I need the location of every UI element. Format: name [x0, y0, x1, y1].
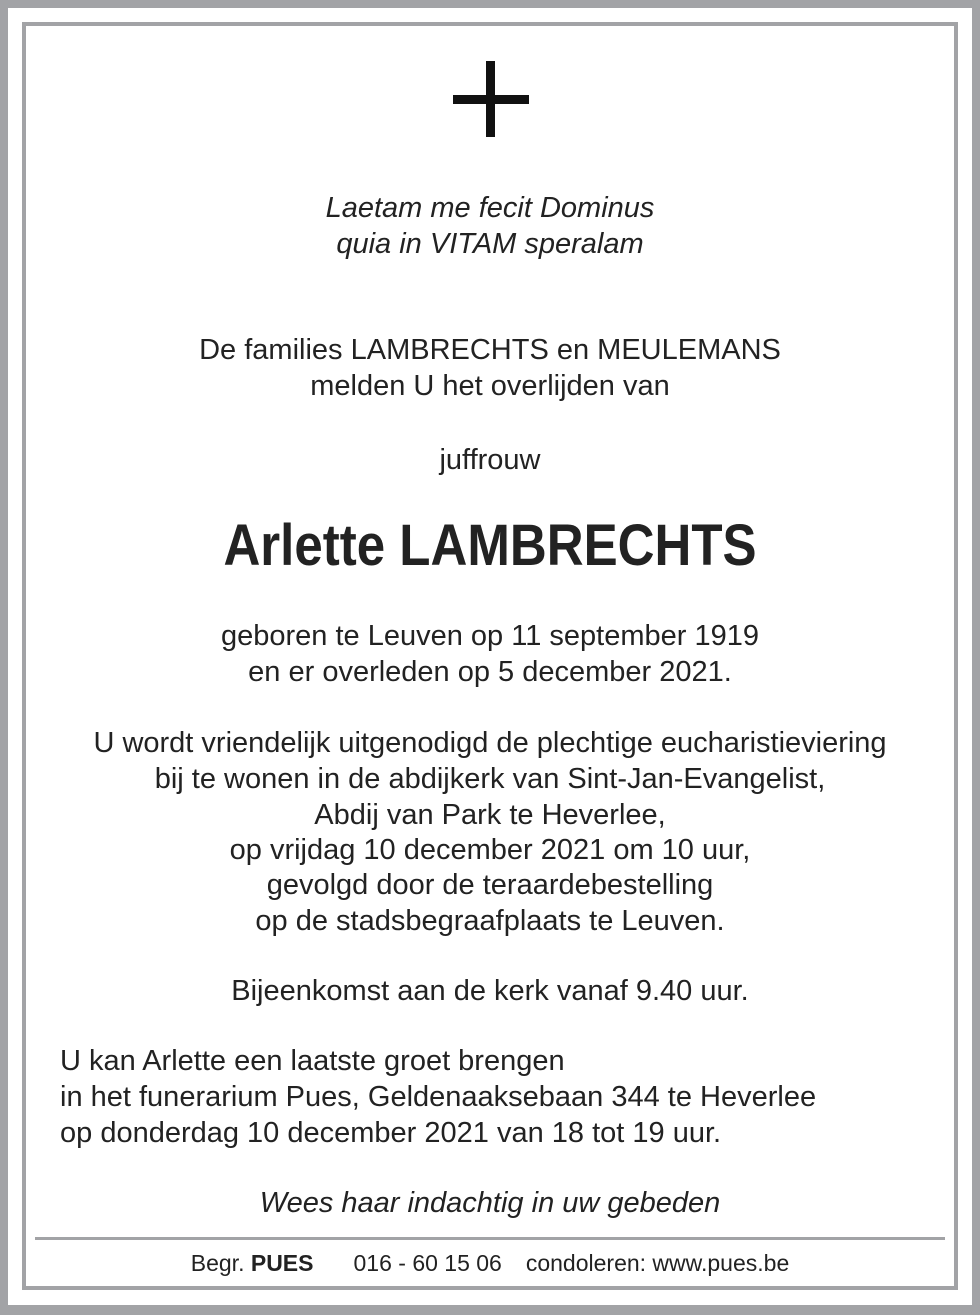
visit-line-3: op donderdag 10 december 2021 van 18 tot 19 uur.: [60, 1117, 722, 1149]
ceremony-line-3: Abdij van Park te Heverlee,: [314, 799, 666, 831]
ceremony-line-6: op de stadsbegraafplaats te Leuven.: [255, 905, 725, 937]
closing-text: Wees haar indachtig in uw gebeden: [259, 1187, 721, 1219]
footer-phone: 016 - 60 15 06: [353, 1250, 502, 1276]
announcement-line-2: melden U het overlijden van: [310, 370, 670, 402]
deceased-title: juffrouw: [439, 444, 541, 476]
footer-company: PUES: [250, 1250, 314, 1276]
ceremony-line-5: gevolgd door de teraardebestelling: [266, 869, 714, 901]
deceased-name: Arlette LAMBRECHTS: [223, 513, 757, 578]
ceremony-line-2: bij te wonen in de abdijkerk van Sint-Jan-Evangelist,: [154, 763, 826, 795]
ceremony-line-1: U wordt vriendelijk uitgenodigd de plechtige eucharistieviering: [93, 727, 887, 759]
cross-icon: [453, 61, 529, 137]
dates-line-1: geboren te Leuven op 11 september 1919: [221, 620, 759, 652]
visit-line-1: U kan Arlette een laatste groet brengen: [60, 1045, 565, 1077]
footer-condolences: condoleren: www.pues.be: [525, 1250, 790, 1276]
gathering-text: Bijeenkomst aan de kerk vanaf 9.40 uur.: [231, 975, 749, 1007]
visit-line-2: in het funerarium Pues, Geldenaaksebaan 344 te Heverlee: [60, 1081, 817, 1113]
motto-line-1: Laetam me fecit Dominus: [325, 192, 655, 224]
announcement-line-1: De families LAMBRECHTS en MEULEMANS: [199, 334, 781, 366]
ceremony-line-4: op vrijdag 10 december 2021 om 10 uur,: [229, 834, 751, 866]
footer-prefix: Begr.: [190, 1250, 245, 1276]
dates-line-2: en er overleden op 5 december 2021.: [248, 656, 732, 688]
footer: [0, 1248, 980, 1278]
motto-line-2: quia in VITAM speralam: [336, 228, 644, 260]
footer-divider: [35, 1237, 945, 1240]
